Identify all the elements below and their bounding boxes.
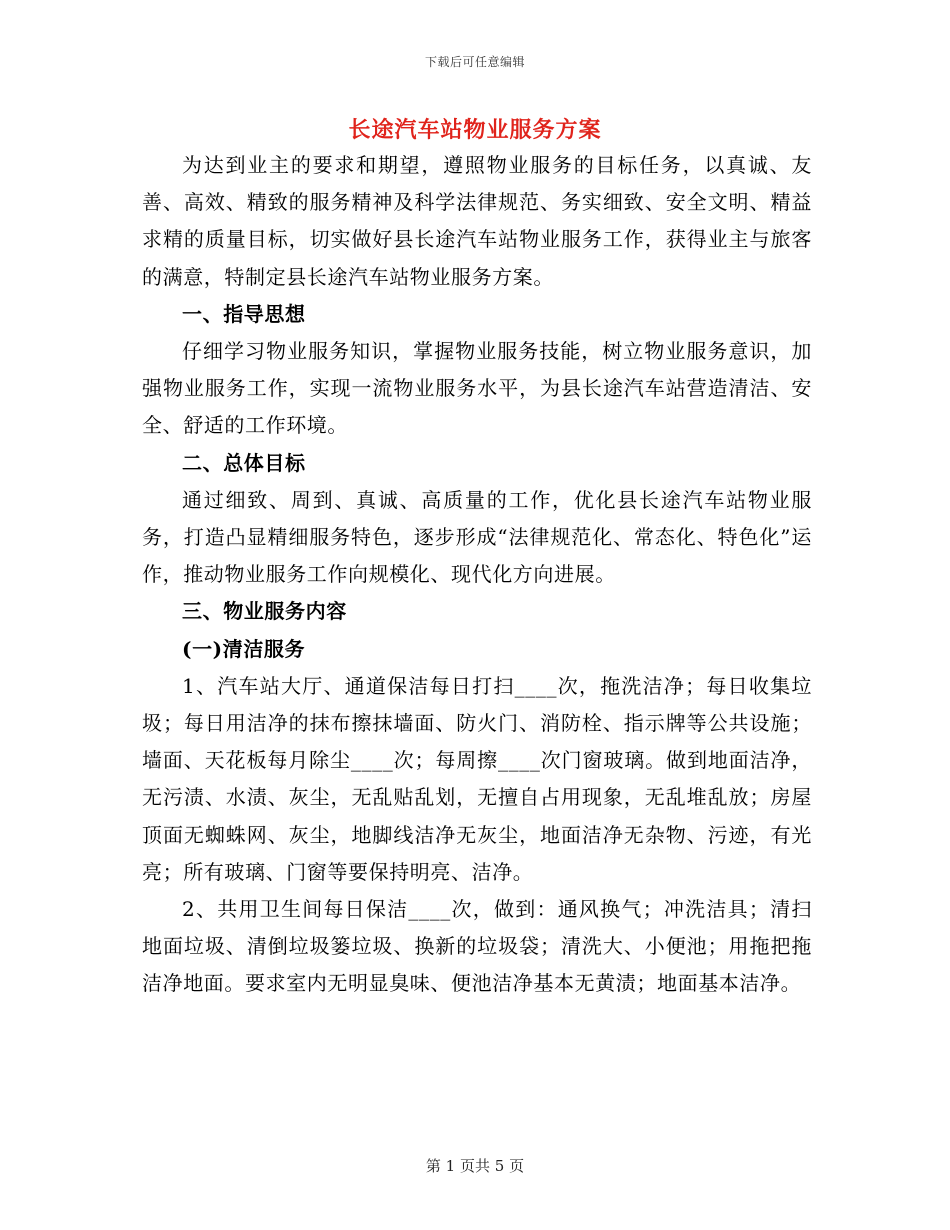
paragraph-guiding-ideology: 仔细学习物业服务知识，掌握物业服务技能，树立物业服务意识，加强物业服务工作，实现一流物业服务水平，为县长途汽车站营造清洁、安全、舒适的工作环境。 [142,339,812,438]
section-heading-guiding-ideology: 一、指导思想 [182,301,306,326]
document-body [142,147,812,1003]
page-number: 第 1 页共 5 页 [425,1157,525,1175]
section-heading-overall-goal: 二、总体目标 [182,450,306,475]
intro-paragraph: 为达到业主的要求和期望，遵照物业服务的目标任务，以真诚、友善、高效、精致的服务精神及科学法律规范、务实细致、安全文明、精益求精的质量目标，切实做好县长途汽车站物业服务工作，获得业主与旅客的满意，特制定县长途汽车站物业服务方案。 [142,153,812,289]
paragraph-cleaning-item-1: 1、汽车站大厅、通道保洁每日打扫____次，拖洗洁净；每日收集垃圾；每日用洁净的抹布擦抹墙面、防火门、消防栓、指示牌等公共设施；墙面、天花板每月除尘____次；每周擦____次门窗玻璃。做到地面洁净，无污渍、水渍、灰尘，无乱贴乱划，无擅自占用现象，无乱堆乱放；房屋顶面无蜘蛛网、灰尘，地脚线洁净无灰尘，地面洁净无杂物、污迹，有光亮；所有玻璃、门窗等要保持明亮、洁净。 [142,673,812,884]
header-note: 下载后可任意编辑 [424,55,525,69]
paragraph-cleaning-item-2: 2、共用卫生间每日保洁____次，做到：通风换气；冲洗洁具；清扫地面垃圾、清倒垃圾篓垃圾、换新的垃圾袋；清洗大、小便池；用拖把拖洁净地面。要求室内无明显臭味、便池洁净基本无黄渍；地面基本洁净。 [142,897,812,996]
section-heading-service-content: 三、物业服务内容 [182,599,347,624]
paragraph-overall-goal: 通过细致、周到、真诚、高质量的工作，优化县长途汽车站物业服务，打造凸显精细服务特色，逐步形成“法律规范化、常态化、特色化”运作，推动物业服务工作向规模化、现代化方向进展。 [142,487,812,587]
subsection-heading-cleaning: (一)清洁服务 [182,636,306,661]
document-title: 长途汽车站物业服务方案 [348,117,602,143]
